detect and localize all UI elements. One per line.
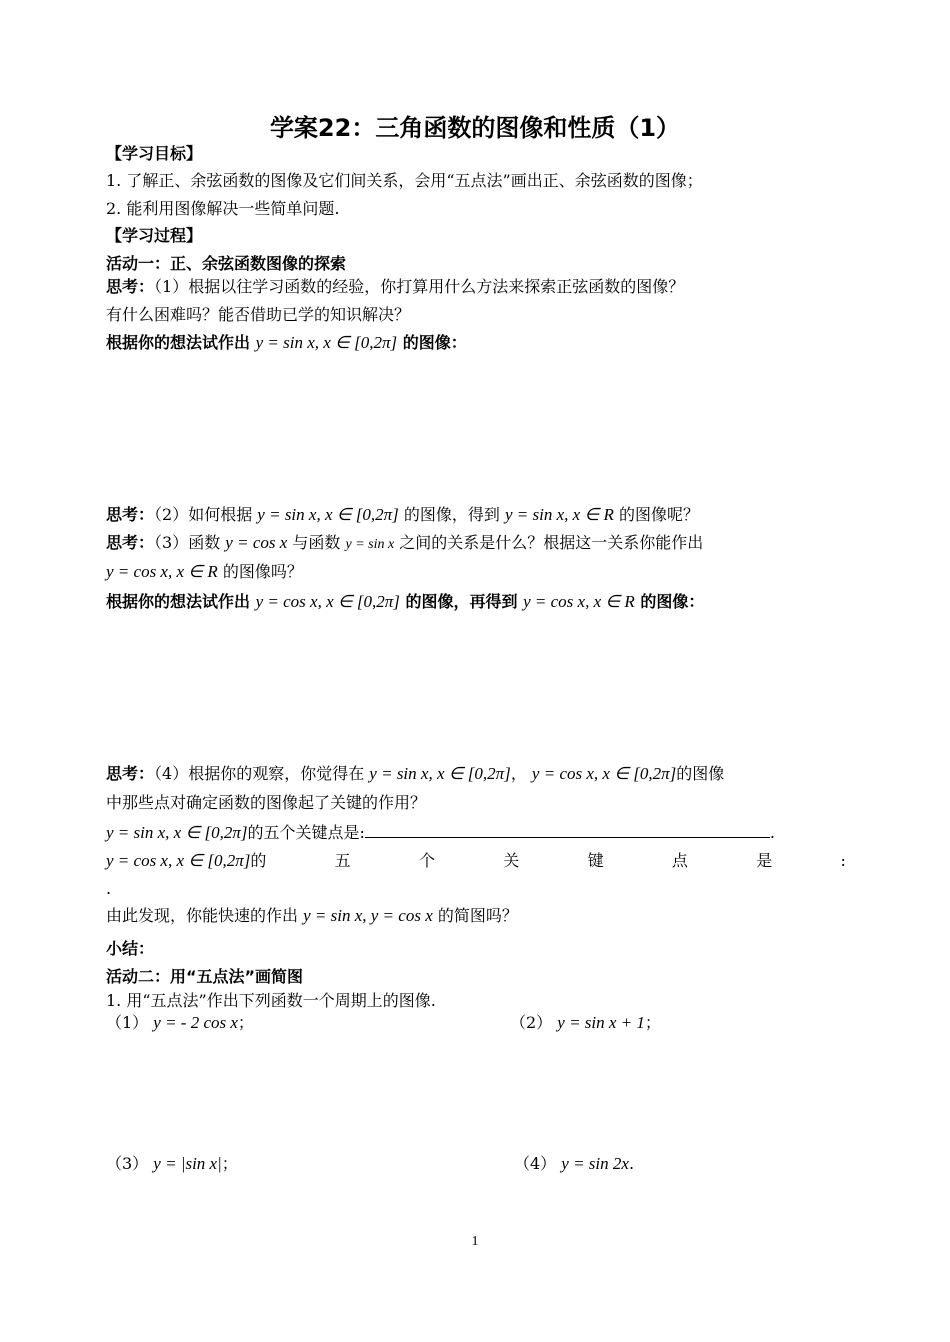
exercise-formula: y = |sin x| (153, 1154, 222, 1173)
think2-post: 的图像呢？ (619, 505, 700, 524)
exercise-label: （2） (510, 1013, 553, 1032)
think4-formula-1: y = sin x, x ∈ [0,2π] (369, 764, 511, 783)
think3-line2-post: 的图像吗？ (222, 562, 303, 581)
exercise-item-4 (514, 1153, 634, 1175)
activity2-heading: 活动二：用“五点法”画简图 (106, 967, 304, 986)
think1-line (106, 276, 684, 298)
draw2-post: 的图像： (640, 592, 705, 611)
key2-word: 是 (756, 851, 773, 870)
summary-label: 小结： (106, 939, 155, 958)
think-label: 思考： (106, 505, 155, 524)
exercise-end: ； (237, 1013, 254, 1032)
think1-text: （1）根据以往学习函数的经验，你打算用什么方法来探索正弦函数的图像？ (154, 277, 685, 296)
key2-word: 的 (250, 851, 267, 870)
draw2-mid: 的图像，再得到 (405, 592, 518, 611)
exercise-end: ； (221, 1154, 238, 1173)
key1-end: . (769, 823, 776, 842)
think3-line2 (106, 561, 303, 583)
think3-mid: 与函数 (292, 533, 341, 552)
exercise-label: （1） (106, 1013, 149, 1032)
page-title: 学案22：三角函数的图像和性质（1） (269, 114, 681, 142)
think3-line (106, 532, 703, 556)
exercise-formula: y = sin x + 1 (557, 1013, 645, 1032)
think3-pre: （3）函数 (154, 533, 221, 552)
exercise-item-1 (106, 1012, 254, 1034)
objective-item-2: 2. 能利用图像解决一些简单问题. (106, 199, 340, 218)
exercise-item-2 (510, 1012, 661, 1034)
key2-word: 键 (587, 851, 604, 870)
key2-word: 个 (418, 851, 435, 870)
think2-formula-1: y = sin x, x ∈ [0,2π] (257, 505, 399, 524)
think4-line2: 中那些点对确定函数的图像起了关键的作用？ (106, 793, 427, 812)
exercise-label: （3） (106, 1154, 149, 1173)
draw2-formula-1: y = cos x, x ∈ [0,2π] (255, 592, 400, 611)
think2-pre: （2）如何根据 (154, 505, 253, 524)
think4-formula-2: y = cos x, x ∈ [0,2π] (531, 764, 677, 783)
draw2-formula-2: y = cos x, x ∈ R (523, 592, 635, 611)
think-label: 思考： (106, 764, 155, 783)
discover-pre: 由此发现，你能快速的作出 (106, 906, 299, 925)
think4-pre: （4）根据你的观察，你觉得在 (154, 764, 365, 783)
key2-lead (106, 850, 266, 872)
activity1-heading: 活动一：正、余弦函数图像的探索 (106, 254, 347, 273)
discover-formula: y = sin x, y = cos x (303, 906, 433, 925)
think1-line2: 有什么困难吗？能否借助已学的知识解决？ (106, 305, 411, 324)
key2-end: . (106, 879, 112, 898)
discover-line (106, 905, 518, 927)
draw1-post: 的图像： (402, 333, 467, 352)
key2-word: 点 (671, 851, 688, 870)
think4-line (106, 763, 724, 785)
think4-sep: ， (510, 764, 527, 783)
answer-blank[interactable] (365, 821, 770, 838)
think4-post: 的图像 (676, 764, 725, 783)
draw1-line (106, 332, 467, 354)
activity2-task: 1. 用“五点法”作出下列函数一个周期上的图像. (106, 991, 436, 1010)
think-label: 思考： (106, 533, 155, 552)
page-number: 1 (471, 1234, 479, 1249)
think2-mid: 的图像，得到 (403, 505, 500, 524)
think2-line (106, 504, 699, 526)
key2-word: : (840, 851, 846, 870)
key-points-sin-line (106, 821, 846, 844)
think3-post: 之间的关系是什么？根据这一关系你能作出 (399, 533, 704, 552)
exercise-formula: y = sin 2x (561, 1154, 629, 1173)
exercise-item-3 (106, 1153, 238, 1175)
key2-word: 关 (503, 851, 520, 870)
key-points-cos-line (106, 850, 846, 872)
key2-formula: y = cos x, x ∈ [0,2π] (106, 851, 251, 870)
think3-formula-3: y = cos x, x ∈ R (106, 562, 218, 581)
think3-formula-2: y = sin x (345, 537, 395, 552)
process-heading: 【学习过程】 (106, 226, 203, 245)
draw2-pre: 根据你的想法试作出 (106, 592, 251, 611)
key1-formula: y = sin x, x ∈ [0,2π] (106, 823, 248, 842)
objective-item-1: 1. 了解正、余弦函数的图像及它们间关系，会用“五点法”画出正、余弦函数的图像； (106, 171, 703, 190)
exercise-end: . (628, 1154, 635, 1173)
draw1-pre: 根据你的想法试作出 (106, 333, 251, 352)
objectives-heading: 【学习目标】 (106, 144, 203, 163)
discover-post: 的简图吗？ (437, 906, 518, 925)
draw1-formula: y = sin x, x ∈ [0,2π] (255, 333, 398, 352)
think3-formula-1: y = cos x (225, 533, 288, 552)
exercise-end: ； (644, 1013, 661, 1032)
exercise-formula: y = - 2 cos x (153, 1013, 238, 1032)
think2-formula-2: y = sin x, x ∈ R (505, 505, 614, 524)
think-label: 思考： (106, 277, 155, 296)
key2-word: 五 (334, 851, 351, 870)
draw2-line (106, 591, 704, 613)
key1-text: 的五个关键点是: (247, 823, 365, 842)
exercise-label: （4） (514, 1154, 557, 1173)
